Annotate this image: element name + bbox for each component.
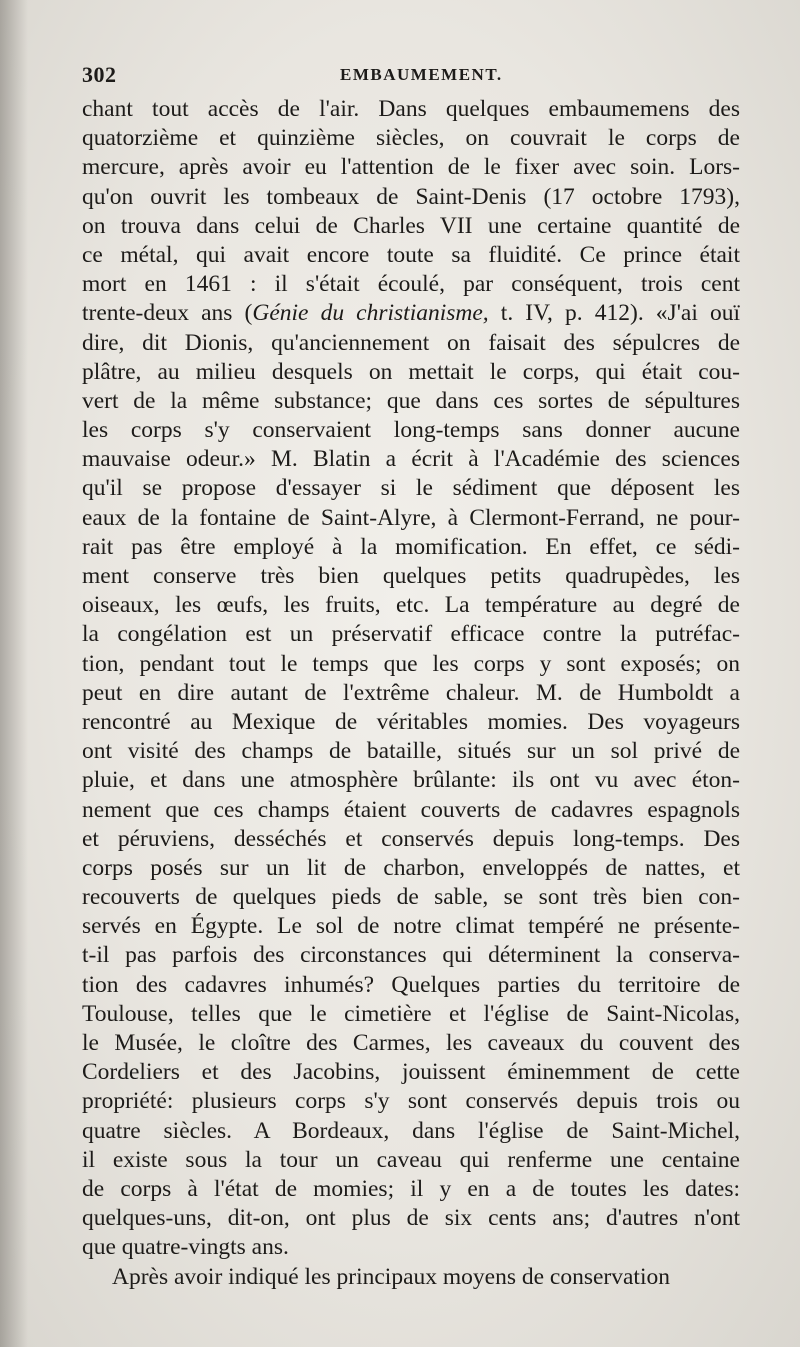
text-line: qu'on ouvrit les tombeaux de Saint-Denis (17 octobre 1793), <box>82 183 740 210</box>
text-line: ment conserve très bien quelques petits quadrupèdes, les <box>82 563 740 589</box>
text-line: mauvaise odeur.» M. Blatin a écrit à l'Académie des sciences <box>82 446 740 473</box>
text-line: corps posés sur un lit de charbon, enveloppés de nattes, et <box>82 854 740 881</box>
paragraph-start-line: Après avoir indiqué les principaux moyens de conservation <box>112 1263 670 1290</box>
text-line: rait pas être employé à la momification. En effet, ce sédi- <box>82 533 740 560</box>
text-line: quelques-uns, dit-on, ont plus de six cents ans; d'autres n'ont <box>82 1205 740 1232</box>
text-line: la congélation est un préservatif efficace contre la putréfac- <box>82 621 740 648</box>
text-line: mort en 1461 : il s'était écoulé, par conséquent, trois cent <box>82 271 740 298</box>
citation-suffix: t. IV, p. 412). «J'ai ouï <box>488 300 741 327</box>
text-line: tion des cadavres inhumés? Quelques parties du territoire de <box>82 971 740 998</box>
text-line: ont visité des champs de bataille, situés sur un sol privé de <box>82 738 740 765</box>
text-line: Cordeliers et des Jacobins, jouissent éminemment de cette <box>82 1059 740 1086</box>
text-line: qu'il se propose d'essayer si le sédiment que déposent les <box>82 475 740 502</box>
text-line: nement que ces champs étaient couverts de cadavres espagnols <box>82 796 740 823</box>
body-text <box>82 95 740 1292</box>
text-line: plâtre, au milieu desquels on mettait le corps, qui était cou- <box>82 358 740 385</box>
text-line: rencontré au Mexique de véritables momies. Des voyageurs <box>82 708 740 735</box>
text-line: mercure, après avoir eu l'attention de le fixer avec soin. Lors- <box>82 154 740 181</box>
text-line: Toulouse, telles que le cimetière et l'église de Saint-Nicolas, <box>82 1000 740 1027</box>
text-line: ce métal, qui avait encore toute sa fluidité. Ce prince était <box>82 241 740 268</box>
text-line: t-il pas parfois des circonstances qui déterminent la conserva- <box>82 942 740 969</box>
text-line: dire, dit Dionis, qu'anciennement on faisait des sépulcres de <box>82 329 740 356</box>
text-line: chant tout accès de l'air. Dans quelques embaumemens des <box>82 96 740 122</box>
text-line: eaux de la fontaine de Saint-Alyre, à Clermont-Ferrand, ne pour- <box>82 504 740 531</box>
binding-shadow <box>0 0 28 1347</box>
citation-prefix: trente-deux ans ( <box>82 300 253 327</box>
text-line: servés en Égypte. Le sol de notre climat tempéré ne présente- <box>82 913 740 940</box>
text-line: tion, pendant tout le temps que les corps y sont exposés; on <box>82 650 740 677</box>
text-line: le Musée, le cloître des Carmes, les caveaux du couvent des <box>82 1030 740 1056</box>
text-line: peut en dire autant de l'extrême chaleur. M. de Humboldt a <box>82 679 740 706</box>
citation-title: Génie du christianisme, <box>252 300 489 327</box>
text-line: propriété: plusieurs corps s'y sont conservés depuis trois ou <box>82 1088 740 1115</box>
text-line: de corps à l'état de momies; il y en a de toutes les dates: <box>82 1175 740 1202</box>
text-line: quatre siècles. A Bordeaux, dans l'église de Saint-Michel, <box>82 1117 740 1144</box>
text-line: il existe sous la tour un caveau qui renferme une centaine <box>82 1146 740 1173</box>
text-line: pluie, et dans une atmosphère brûlante: ils ont vu avec éton- <box>82 767 740 794</box>
text-line: les corps s'y conservaient long-temps sans donner aucune <box>82 417 740 444</box>
text-line-with-citation <box>82 299 740 328</box>
text-line: on trouva dans celui de Charles VII une certaine quantité de <box>82 212 740 239</box>
page-number: 302 <box>82 62 117 87</box>
text-line: et péruviens, desséchés et conservés depuis long-temps. Des <box>82 825 740 852</box>
text-line: quatorzième et quinzième siècles, on couvrait le corps de <box>82 125 740 152</box>
paragraph-end-line: que quatre-vingts ans. <box>82 1234 289 1261</box>
text-line: vert de la même substance; que dans ces sortes de sépultures <box>82 387 740 414</box>
running-head: EMBAUMEMENT. <box>340 65 503 84</box>
text-line: oiseaux, les œufs, les fruits, etc. La température au degré de <box>82 592 740 619</box>
page-header <box>82 62 732 90</box>
text-line: recouverts de quelques pieds de sable, se sont très bien con- <box>82 884 740 911</box>
